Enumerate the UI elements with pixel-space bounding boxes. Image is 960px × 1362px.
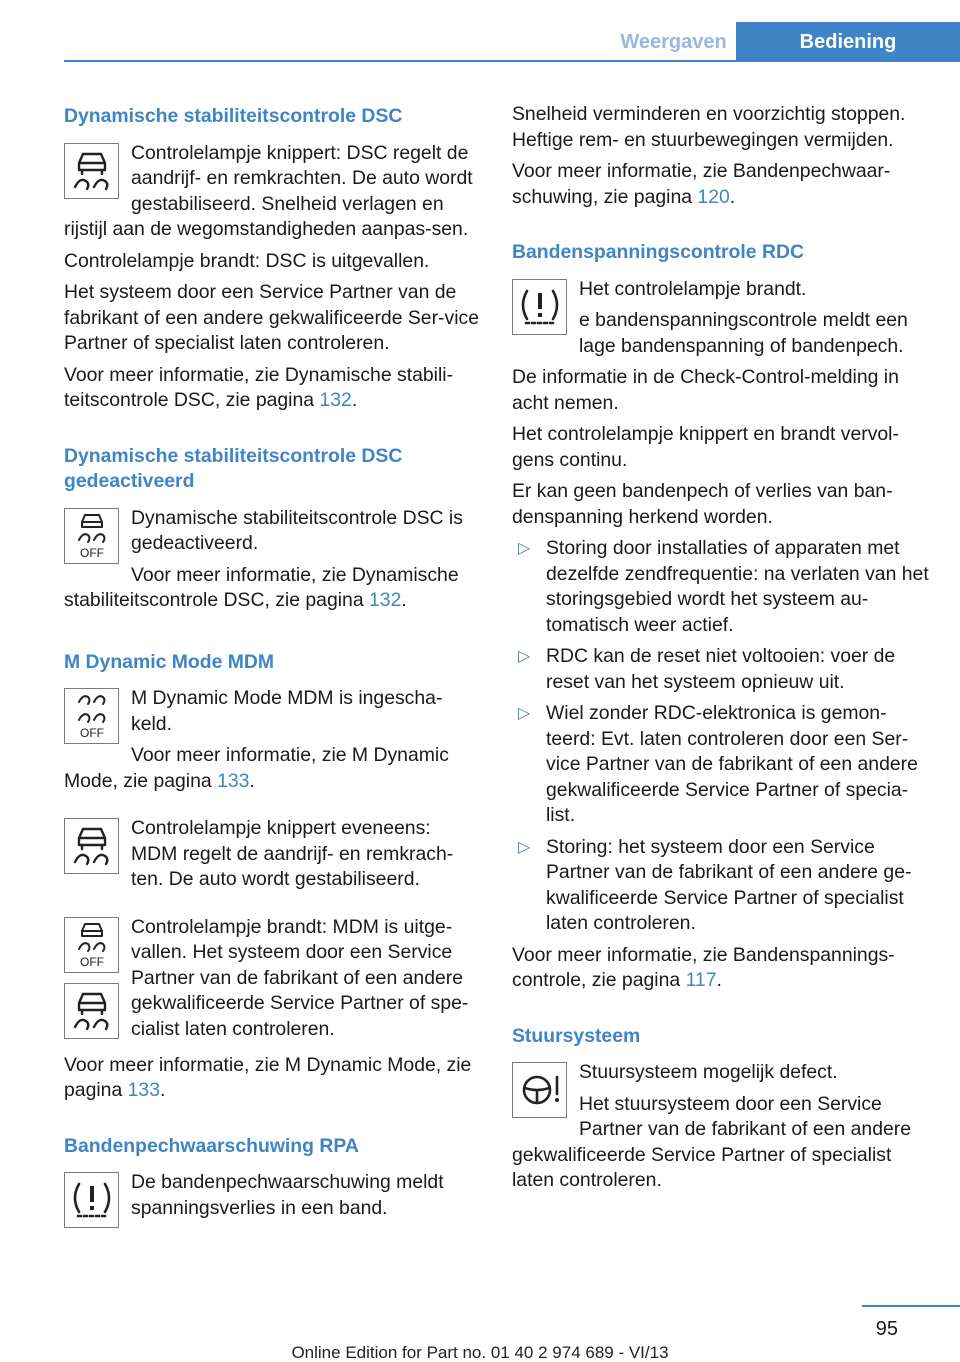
page-link-132[interactable]: 132 bbox=[369, 589, 402, 611]
mdm-icon bbox=[64, 688, 119, 744]
dsc-skid-car-icon bbox=[64, 818, 119, 874]
list-item: ▷ Storing: het systeem door een Service Partner van de fabrikant of een andere ge-kwalificeerde Service Partner of specialist laten controleren. bbox=[518, 835, 912, 934]
cont-text-1: Snelheid verminderen en voorzichtig stoppen. Heftige rem- en stuurbewegingen vermijden. bbox=[512, 103, 906, 151]
tab-weergaven[interactable]: Weergaven bbox=[620, 31, 727, 53]
rdc-text-2: e bandenspanningscontrole meldt een lage bandenspanning of bandenpech. bbox=[579, 309, 908, 357]
page-link-133[interactable]: 133 bbox=[217, 769, 250, 792]
list-item: ▷ Wiel zonder RDC-elektronica is gemon-teerd: Evt. laten controleren door een Ser-vice Partner van de fabrikant of een andere gekwalificeerde Service Partner of specia-list. bbox=[518, 702, 918, 826]
page-link-133[interactable]: 133 bbox=[127, 1079, 160, 1101]
dsc-off-icon bbox=[64, 508, 119, 564]
triangle-bullet-icon: ▷ bbox=[518, 705, 531, 722]
svg-text:OFF: OFF bbox=[79, 726, 104, 740]
dsc-off-icon bbox=[64, 917, 119, 973]
tire-pressure-warning-icon bbox=[512, 279, 567, 335]
mdm-text-4: Controlelampje brandt: MDM is uitge-vallen. Het systeem door een Service Partner van de fabrikant of een andere gekwalificeerde Service Partner of spe-cialist laten controleren. bbox=[131, 915, 469, 1040]
left-column bbox=[64, 102, 482, 1232]
mdm-fail-icons bbox=[64, 917, 119, 1049]
dsc-skid-car-icon bbox=[64, 983, 119, 1039]
triangle-bullet-icon: ▷ bbox=[518, 648, 531, 665]
rdc-text-5: Er kan geen bandenpech of verlies van ban-denspanning herkend worden. bbox=[512, 480, 893, 528]
rdc-text-4: Het controlelampje knippert en brandt vervol-gens continu. bbox=[512, 423, 899, 471]
svg-text:OFF: OFF bbox=[79, 954, 104, 969]
heading-rpa: Bandenpechwaarschuwing RPA bbox=[64, 1134, 359, 1157]
heading-dsc-off: Dynamische stabiliteitscontrole DSC gedeactiveerd bbox=[64, 444, 403, 492]
list-item: ▷ Storing door installaties of apparaten met dezelfde zendfrequentie: na verlaten van het storingsgebied wordt het systeem au-tomatisch weer actief. bbox=[518, 537, 929, 636]
mdm-entry bbox=[64, 686, 482, 800]
mdm-flash-entry bbox=[64, 816, 482, 899]
steering-warning-icon bbox=[512, 1062, 567, 1118]
tab-bediening[interactable]: Bediening bbox=[736, 22, 960, 62]
heading-dsc: Dynamische stabiliteitscontrole DSC bbox=[64, 105, 403, 127]
rdc-text-3: De informatie in de Check-Control-melding in acht nemen. bbox=[512, 366, 899, 414]
mdm-fail-entry bbox=[64, 915, 482, 1053]
rdc-text-1: Het controlelampje brandt. bbox=[579, 277, 807, 300]
triangle-bullet-icon: ▷ bbox=[518, 540, 531, 557]
dsc-off-text-1: Dynamische stabiliteitscontrole DSC is gedeactiveerd. bbox=[131, 506, 463, 554]
dsc-text-4: Voor meer informatie, zie Dynamische stabili-teitscontrole DSC, zie pagina 132. bbox=[64, 363, 454, 411]
page-number: 95 bbox=[875, 1318, 898, 1340]
tire-pressure-warning-icon bbox=[64, 1172, 119, 1228]
dsc-entry bbox=[64, 141, 482, 249]
rdc-text-6: Voor meer informatie, zie Bandenspannings-controle, zie pagina 117. bbox=[512, 943, 895, 991]
edition-note: Online Edition for Part no. 01 40 2 974 689 - VI/13 bbox=[291, 1343, 669, 1362]
page-link-117[interactable]: 117 bbox=[685, 969, 717, 991]
dsc-text-1: Controlelampje knippert: DSC regelt de aandrijf- en remkrachten. De auto wordt gestabiliseerd. Snelheid verlagen en rijstijl aan de wegomstandigheden aanpas-sen. bbox=[64, 141, 473, 240]
dsc-text-2: Controlelampje brandt: DSC is uitgevallen. bbox=[64, 249, 430, 272]
page-link-132[interactable]: 132 bbox=[319, 389, 352, 411]
mdm-text-5: Voor meer informatie, zie M Dynamic Mode, zie pagina 133. bbox=[64, 1053, 472, 1101]
svg-text:OFF: OFF bbox=[79, 545, 104, 560]
dsc-off-text-2: Voor meer informatie, zie Dynamische stabiliteitscontrole DSC, zie pagina 132. bbox=[64, 563, 459, 611]
rdc-bullet-list bbox=[512, 536, 930, 937]
mdm-text-3: Controlelampje knippert eveneens: MDM regelt de aandrijf- en remkrach-ten. De auto wordt gestabiliseerd. bbox=[131, 817, 454, 890]
steering-text-2: Het stuursysteem door een Service Partner van de fabrikant of een andere gekwalificeerde Service Partner of specialist laten controleren. bbox=[512, 1092, 912, 1191]
dsc-text-3: Het systeem door een Service Partner van de fabrikant of een andere gekwalificeerde Ser-vice Partner of specialist laten controleren. bbox=[64, 281, 479, 354]
footer-rule bbox=[862, 1305, 960, 1307]
steering-entry bbox=[512, 1060, 930, 1200]
heading-steering: Stuursysteem bbox=[512, 1024, 641, 1047]
page-link-120[interactable]: 120 bbox=[697, 185, 730, 208]
rpa-entry bbox=[64, 1170, 482, 1232]
cont-text-2: Voor meer informatie, zie Bandenpechwaar-schuwing, zie pagina 120. bbox=[512, 160, 891, 208]
rdc-entry bbox=[512, 277, 930, 366]
dsc-skid-car-icon bbox=[64, 143, 119, 199]
heading-rdc: Bandenspanningscontrole RDC bbox=[512, 241, 804, 263]
heading-mdm: M Dynamic Mode MDM bbox=[64, 650, 275, 673]
list-item: ▷ RDC kan de reset niet voltooien: voer de reset van het systeem opnieuw uit. bbox=[518, 645, 896, 693]
right-column bbox=[512, 102, 930, 1200]
mdm-text-2: Voor meer informatie, zie M Dynamic Mode, zie pagina 133. bbox=[64, 744, 449, 792]
mdm-text-1: M Dynamic Mode MDM is ingescha-keld. bbox=[131, 687, 443, 735]
dsc-off-entry bbox=[64, 506, 482, 620]
steering-text-1: Stuursysteem mogelijk defect. bbox=[579, 1061, 838, 1083]
rpa-text-1: De bandenpechwaarschuwing meldt spanningsverlies in een band. bbox=[131, 1171, 444, 1219]
page-header bbox=[64, 0, 960, 62]
triangle-bullet-icon: ▷ bbox=[518, 838, 531, 856]
